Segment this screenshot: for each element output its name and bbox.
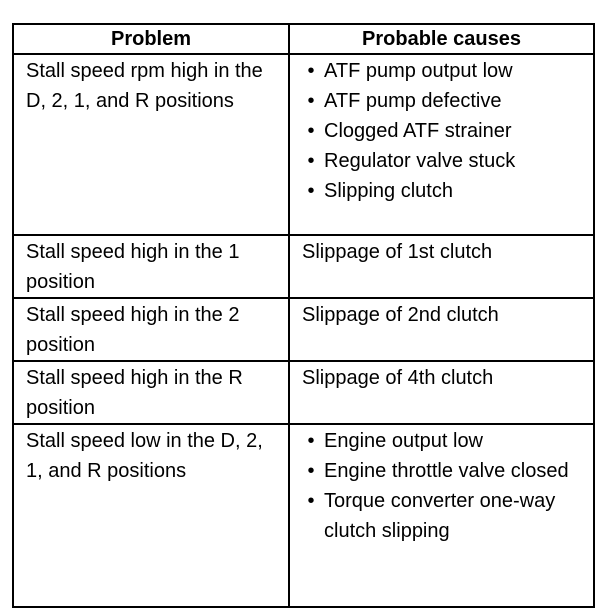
cause-text: Clogged ATF strainer [324, 120, 512, 142]
table-row [13, 235, 594, 298]
cause-text: Regulator valve stuck [324, 150, 516, 172]
problem-cell: Stall speed high in the 2 position [13, 298, 289, 361]
cause-item [302, 116, 587, 146]
cause-cell: Slippage of 4th clutch [289, 361, 594, 424]
table-row [13, 298, 594, 361]
bullet-icon: • [307, 90, 315, 112]
bullet-icon: • [307, 430, 315, 452]
bullet-icon: • [307, 120, 315, 142]
cause-text: ATF pump defective [324, 90, 502, 112]
causes-cell [289, 54, 594, 235]
cause-text: Slipping clutch [324, 180, 453, 202]
cause-item [302, 456, 587, 486]
bullet-icon: • [307, 60, 315, 82]
cause-text: Torque converter one-way clutch slipping [324, 490, 556, 542]
table-row [13, 424, 594, 607]
causes-list [302, 426, 587, 546]
cause-item [302, 146, 587, 176]
cause-text: Engine output low [324, 430, 484, 452]
header-probable-causes: Probable causes [289, 24, 594, 54]
cause-item [302, 426, 587, 456]
problem-cell: Stall speed rpm high in the D, 2, 1, and R positions [13, 54, 289, 235]
cause-item [302, 56, 587, 86]
problem-cell: Stall speed high in the R position [13, 361, 289, 424]
table-row [13, 54, 594, 235]
cause-text: ATF pump output low [324, 60, 513, 82]
cause-text: Engine throttle valve closed [324, 460, 569, 482]
diagnosis-table [12, 23, 595, 608]
bullet-icon: • [307, 180, 315, 202]
table-header-row [13, 24, 594, 54]
cause-item [302, 486, 587, 546]
header-problem: Problem [13, 24, 289, 54]
causes-cell [289, 424, 594, 607]
bullet-icon: • [307, 490, 315, 512]
bullet-icon: • [307, 460, 315, 482]
bullet-icon: • [307, 150, 315, 172]
cause-cell: Slippage of 2nd clutch [289, 298, 594, 361]
cause-cell: Slippage of 1st clutch [289, 235, 594, 298]
causes-list [302, 56, 587, 206]
problem-cell: Stall speed high in the 1 position [13, 235, 289, 298]
cause-item [302, 86, 587, 116]
problem-cell: Stall speed low in the D, 2, 1, and R positions [13, 424, 289, 607]
cause-item [302, 176, 587, 206]
table-row [13, 361, 594, 424]
